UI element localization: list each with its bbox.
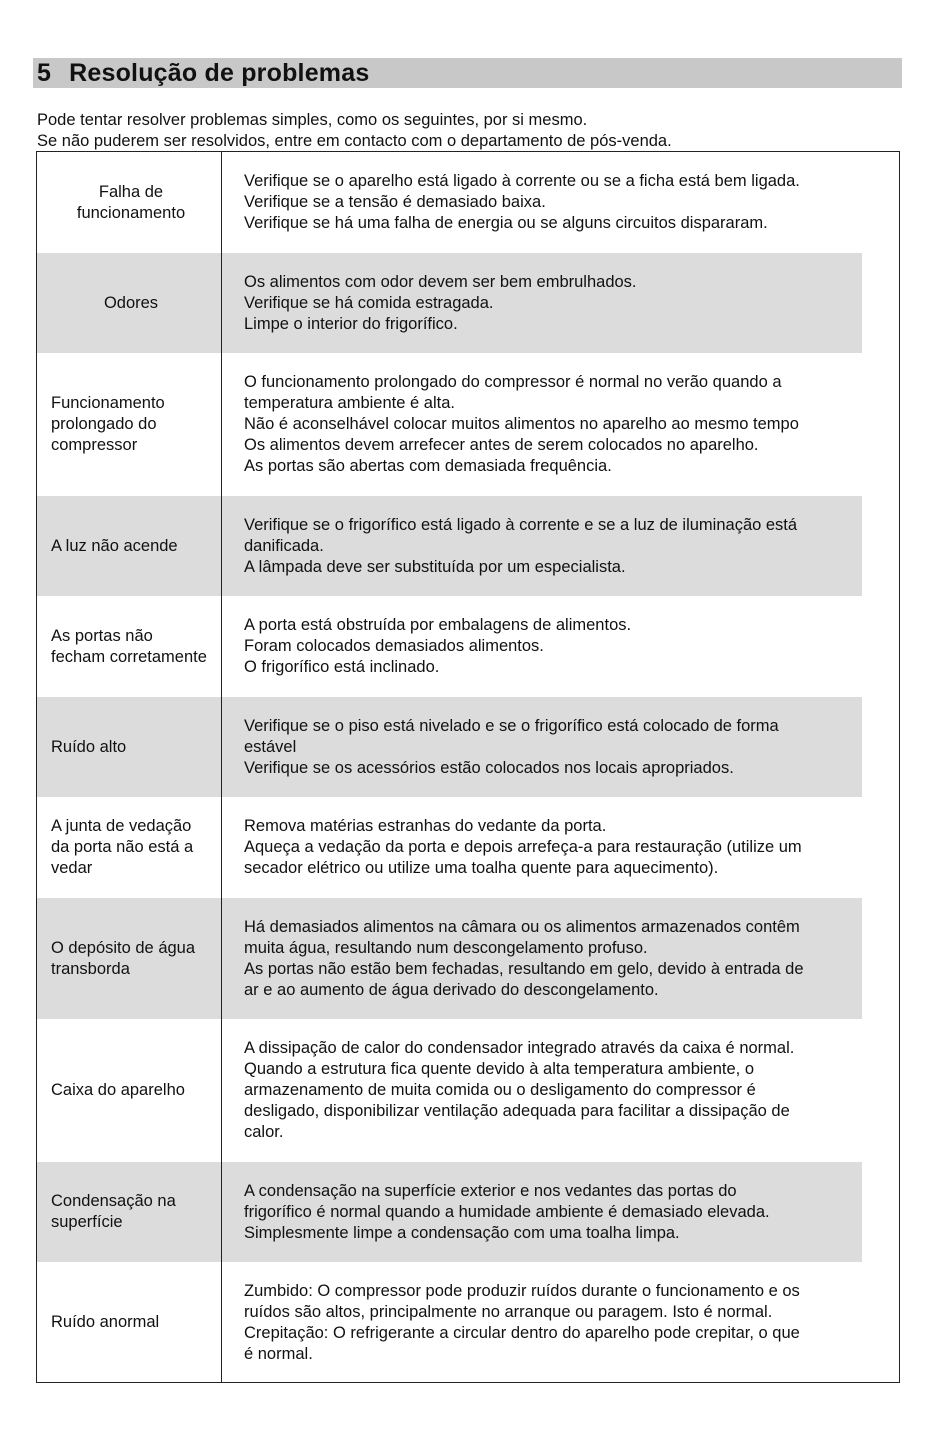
cause-cell: O depósito de água transborda [37,898,222,1019]
solution-line: ar e ao aumento de água derivado do descongelamento. [244,980,659,999]
solution-line: Verifique se o piso está nivelado e se o frigorífico está colocado de forma [244,716,779,735]
solution-line: Os alimentos devem arrefecer antes de serem colocados no aparelho. [244,436,759,454]
cause-cell: As portas não fecham corretamente [37,596,222,697]
table-row [37,496,899,596]
section-number: 5 [37,59,52,87]
solution-cell [222,697,899,797]
solution-line: A porta está obstruída por embalagens de alimentos. [244,616,632,634]
troubleshooting-table [36,151,900,1383]
solution-line: secador elétrico ou utilize uma toalha quente para aquecimento). [244,859,719,877]
solution-line: Verifique se o frigorífico está ligado à corrente e se a luz de iluminação está [244,515,798,534]
solution-line: Limpe o interior do frigorífico. [244,314,458,333]
cause-cell: Caixa do aparelho [37,1019,222,1162]
cause-cell: Odores [37,253,222,353]
solution-line: A lâmpada deve ser substituída por um especialista. [244,557,626,576]
solution-line: Verifique se a tensão é demasiado baixa. [244,193,546,211]
cause-cell: A junta de vedação da porta não está a vedar [37,797,222,898]
solution-line: As portas não estão bem fechadas, resultando em gelo, devido à entrada de [244,959,804,978]
solution-line: calor. [244,1123,284,1141]
solution-line: desligado, disponibilizar ventilação adequada para facilitar a dissipação de [244,1102,790,1120]
table-row [37,1262,899,1383]
solution-cell [222,1019,899,1162]
solution-line: é normal. [244,1344,313,1363]
solution-line: As portas são abertas com demasiada frequência. [244,457,612,475]
table-row [37,253,899,353]
solution-cell [222,797,899,898]
solution-line: armazenamento de muita comida ou o desligamento do compressor é [244,1081,756,1099]
table-row [37,353,899,496]
intro-text [37,110,672,151]
solution-line: Zumbido: O compressor pode produzir ruídos durante o funcionamento e os [244,1281,800,1300]
cause-cell: A luz não acende [37,496,222,596]
solution-line: Não é aconselhável colocar muitos alimentos no aparelho ao mesmo tempo [244,415,799,433]
solution-line: Verifique se há comida estragada. [244,293,494,312]
solution-cell [222,152,899,253]
solution-line: Há demasiados alimentos na câmara ou os alimentos armazenados contêm [244,917,800,936]
solution-cell [222,496,899,596]
cause-cell: Condensação na superfície [37,1162,222,1262]
table-row [37,697,899,797]
table-row [37,898,899,1019]
solution-line: O frigorífico está inclinado. [244,658,440,676]
solution-cell [222,1262,899,1383]
cause-cell: Ruído anormal [37,1262,222,1383]
solution-line: Foram colocados demasiados alimentos. [244,637,544,655]
solution-line: ruídos são altos, principalmente no arranque ou paragem. Isto é normal. [244,1302,773,1321]
cause-cell: Ruído alto [37,697,222,797]
solution-line: temperatura ambiente é alta. [244,394,455,412]
solution-line: A condensação na superfície exterior e nos vedantes das portas do [244,1181,737,1200]
solution-line: Verifique se os acessórios estão colocados nos locais apropriados. [244,758,734,777]
table-row [37,152,899,253]
solution-cell [222,1162,899,1262]
table-row [37,1162,899,1262]
section-title [37,59,369,87]
section-title-text: Resolução de problemas [69,59,370,87]
intro-line: Pode tentar resolver problemas simples, como os seguintes, por si mesmo. [37,111,588,129]
table-row [37,1019,899,1162]
solution-cell [222,253,899,353]
solution-cell [222,353,899,496]
cause-cell: Funcionamento prolongado do compressor [37,353,222,496]
cause-cell: Falha de funcionamento [37,152,222,253]
solution-cell [222,898,899,1019]
intro-line: Se não puderem ser resolvidos, entre em contacto com o departamento de pós-venda. [37,131,672,150]
solution-line: Verifique se há uma falha de energia ou se alguns circuitos dispararam. [244,214,768,232]
table-row [37,596,899,697]
solution-line: Aqueça a vedação da porta e depois arrefeça-a para restauração (utilize um [244,838,802,856]
solution-line: Remova matérias estranhas do vedante da porta. [244,817,607,835]
solution-line: Verifique se o aparelho está ligado à corrente ou se a ficha está bem ligada. [244,172,800,190]
solution-line: muita água, resultando num descongelamento profuso. [244,938,648,957]
solution-line: A dissipação de calor do condensador integrado através da caixa é normal. [244,1039,795,1057]
solution-line: Simplesmente limpe a condensação com uma toalha limpa. [244,1223,680,1242]
solution-line: danificada. [244,536,324,555]
solution-line: Quando a estrutura fica quente devido à alta temperatura ambiente, o [244,1060,754,1078]
solution-line: frigorífico é normal quando a humidade ambiente é demasiado elevada. [244,1202,770,1221]
solution-line: Crepitação: O refrigerante a circular dentro do aparelho pode crepitar, o que [244,1323,800,1342]
solution-line: estável [244,737,297,756]
solution-cell [222,596,899,697]
solution-line: Os alimentos com odor devem ser bem embrulhados. [244,272,637,291]
solution-line: O funcionamento prolongado do compressor é normal no verão quando a [244,373,782,391]
table-row [37,797,899,898]
